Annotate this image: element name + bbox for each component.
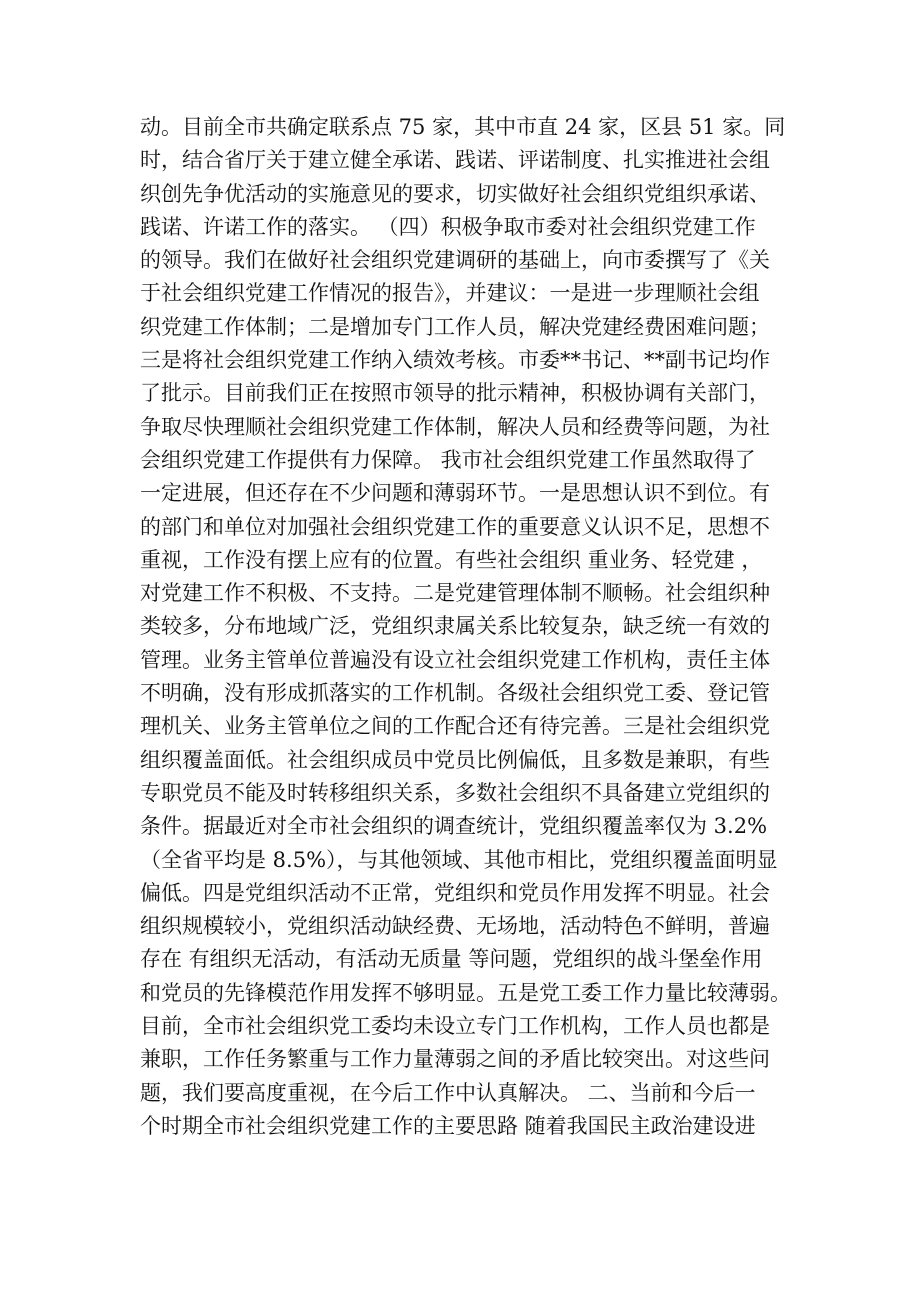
text-line: 会组织党建工作提供有力保障。 我市社会组织党建工作虽然取得了 — [140, 447, 756, 472]
text-line: 兼职，工作任务繁重与工作力量薄弱之间的矛盾比较突出。对这些问 — [140, 1047, 770, 1072]
text-line: 存在 有组织无活动，有活动无质量 等问题，党组织的战斗堡垒作用 — [140, 947, 763, 972]
text-line: 和党员的先锋模范作用发挥不够明显。五是党工委工作力量比较薄弱。 — [140, 980, 791, 1005]
text-line: 三是将社会组织党建工作纳入绩效考核。市委**书记、**副书记均作 — [140, 348, 770, 373]
text-line: 条件。据最近对全市社会组织的调查统计，党组织覆盖率仅为 3.2% — [140, 814, 768, 839]
text-line: 偏低。四是党组织活动不正常，党组织和党员作用发挥不明显。社会 — [140, 880, 770, 905]
text-line: 的领导。我们在做好社会组织党建调研的基础上，向市委撰写了《关 — [140, 248, 770, 273]
text-line: 管理。业务主管单位普遍没有设立社会组织党建工作机构，责任主体 — [140, 647, 770, 672]
text-line: 类较多，分布地域广泛，党组织隶属关系比较复杂，缺乏统一有效的 — [140, 614, 770, 639]
text-line: 的部门和单位对加强社会组织党建工作的重要意义认识不足，思想不 — [140, 514, 770, 539]
text-line: 织创先争优活动的实施意见的要求，切实做好社会组织党组织承诺、 — [140, 181, 770, 206]
text-line: 了批示。目前我们正在按照市领导的批示精神，积极协调有关部门， — [140, 381, 770, 406]
text-line: 理机关、业务主管单位之间的工作配合还有待完善。三是社会组织党 — [140, 714, 770, 739]
text-line: 动。目前全市共确定联系点 75 家，其中市直 24 家，区县 51 家。同 — [140, 115, 786, 139]
text-line: 时，结合省厅关于建立健全承诺、践诺、评诺制度、扎实推进社会组 — [140, 148, 770, 173]
text-line: 对党建工作不积极、不支持。二是党建管理体制不顺畅。社会组织种 — [140, 581, 770, 606]
text-line: 目前，全市社会组织党工委均未设立专门工作机构，工作人员也都是 — [140, 1014, 770, 1039]
text-line: 践诺、许诺工作的落实。 （四）积极争取市委对社会组织党建工作 — [140, 214, 756, 239]
text-line: 个时期全市社会组织党建工作的主要思路 随着我国民主政治建设进 — [140, 1113, 756, 1138]
text-line: 重视，工作没有摆上应有的位置。有些社会组织 重业务、轻党建 ， — [140, 547, 763, 572]
text-line: 争取尽快理顺社会组织党建工作体制，解决人员和经费等问题，为社 — [140, 414, 770, 439]
text-line: （全省平均是 8.5%），与其他领域、其他市相比，党组织覆盖面明显 — [140, 847, 778, 872]
body-text — [140, 111, 840, 1143]
text-line: 于社会组织党建工作情况的报告》，并建议：一是进一步理顺社会组 — [140, 281, 760, 306]
text-line: 不明确，没有形成抓落实的工作机制。各级社会组织党工委、登记管 — [140, 681, 770, 706]
text-line: 题，我们要高度重视，在今后工作中认真解决。 二、当前和今后一 — [140, 1080, 756, 1105]
text-line: 一定进展，但还存在不少问题和薄弱环节。一是思想认识不到位。有 — [140, 481, 770, 506]
text-line: 专职党员不能及时转移组织关系，多数社会组织不具备建立党组织的 — [140, 780, 770, 805]
text-line: 组织规模较小，党组织活动缺经费、无场地，活动特色不鲜明，普遍 — [140, 914, 770, 939]
text-line: 织党建工作体制；二是增加专门工作人员，解决党建经费困难问题； — [140, 314, 770, 339]
text-line: 组织覆盖面低。社会组织成员中党员比例偏低，且多数是兼职，有些 — [140, 747, 770, 772]
